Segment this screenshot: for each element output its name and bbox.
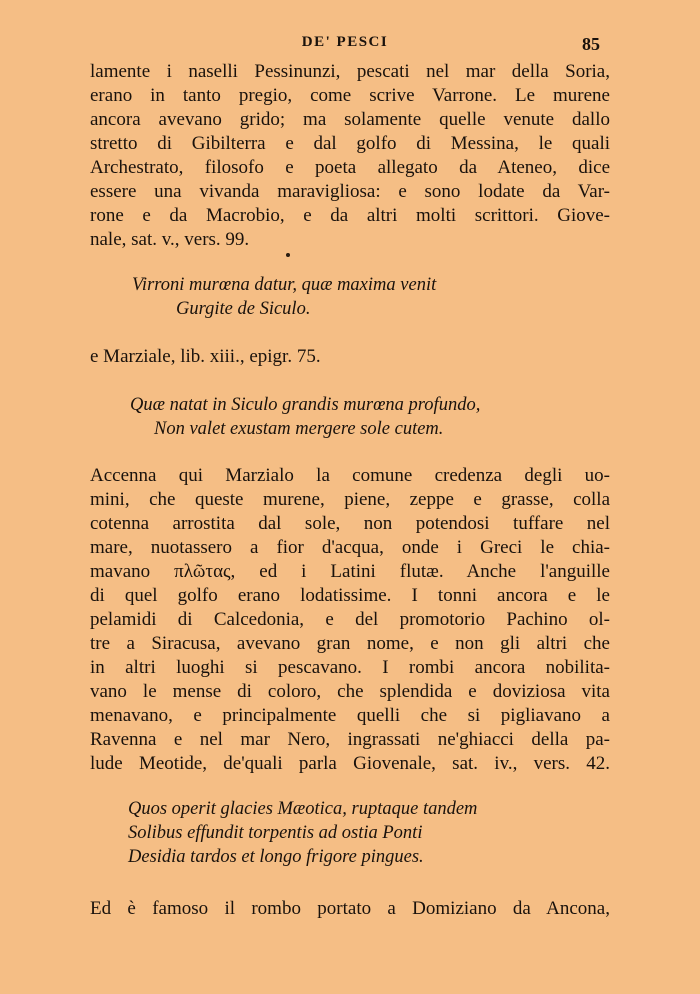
text-line: e Marziale, lib. xiii., epigr. 75. <box>90 346 321 367</box>
page-header <box>90 34 600 58</box>
text-line: mare, nuotassero a fior d'acqua, onde i Greci le chia- <box>90 537 610 558</box>
paragraph-3 <box>90 464 610 776</box>
text-line: pelamidi di Calcedonia, e del promotorio Pachino ol- <box>90 609 610 630</box>
text-line: stretto di Gibilterra e dal golfo di Messina, le quali <box>90 133 610 154</box>
text-line: Accenna qui Marzialo la comune credenza degli uo- <box>90 465 610 486</box>
paragraph-4 <box>90 897 610 921</box>
text-line: di quel golfo erano lodatissime. I tonni ancora e le <box>90 585 610 606</box>
quote-line: Desidia tardos et longo frigore pingues. <box>128 847 424 867</box>
quote-line: Quos operit glacies Mæotica, ruptaque tandem <box>128 799 478 819</box>
stray-dot <box>286 253 290 257</box>
quote-martial <box>130 393 480 441</box>
text-line: Ravenna e nel mar Nero, ingrassati ne'ghiacci della pa- <box>90 729 610 750</box>
text-line: Ed è famoso il rombo portato a Domiziano da Ancona, <box>90 898 610 919</box>
text-line: Archestrato, filosofo e poeta allegato da Ateneo, dice <box>90 157 610 178</box>
text-line: lude Meotide, de'quali parla Giovenale, sat. iv., vers. 42. <box>90 753 610 774</box>
text-line: in altri luoghi si pescavano. I rombi ancora nobilita- <box>90 657 610 678</box>
text-line: lamente i naselli Pessinunzi, pescati nel mar della Soria, <box>90 61 610 82</box>
paragraph-2 <box>90 345 610 369</box>
text-line: rone e da Macrobio, e da altri molti scrittori. Giove- <box>90 205 610 226</box>
paragraph-1 <box>90 60 610 252</box>
text-line: vano le mense di coloro, che splendida e doviziosa vita <box>90 681 610 702</box>
text-line: cotenna arrostita dal sole, non potendosi tuffare nel <box>90 513 610 534</box>
quote-line: Non valet exustam mergere sole cutem. <box>154 419 444 439</box>
quote-juvenal-2 <box>128 797 477 869</box>
text-line: mini, che queste murene, piene, zeppe e grasse, colla <box>90 489 610 510</box>
text-line: erano in tanto pregio, come scrive Varrone. Le murene <box>90 85 610 106</box>
quote-line: Solibus effundit torpentis ad ostia Ponti <box>128 823 423 843</box>
quote-line: Quæ natat in Siculo grandis murœna profundo, <box>130 395 481 415</box>
page-number: 85 <box>582 34 600 54</box>
text-line: mavano πλῶτας, ed i Latini flutæ. Anche l'anguille <box>90 561 610 582</box>
quote-line: Gurgite de Siculo. <box>176 299 311 319</box>
quote-juvenal-1 <box>132 273 436 321</box>
text-line: ancora avevano grido; ma solamente quelle venute dallo <box>90 109 610 130</box>
quote-line: Virroni murœna datur, quæ maxima venit <box>132 275 437 295</box>
running-title: DE' PESCI <box>301 34 389 50</box>
text-line: nale, sat. v., vers. 99. <box>90 229 250 250</box>
text-line: tre a Siracusa, avevano gran nome, e non gli altri che <box>90 633 610 654</box>
text-line: menavano, e principalmente quelli che si pigliavano a <box>90 705 610 726</box>
text-line: essere una vivanda maravigliosa: e sono lodate da Var- <box>90 181 610 202</box>
